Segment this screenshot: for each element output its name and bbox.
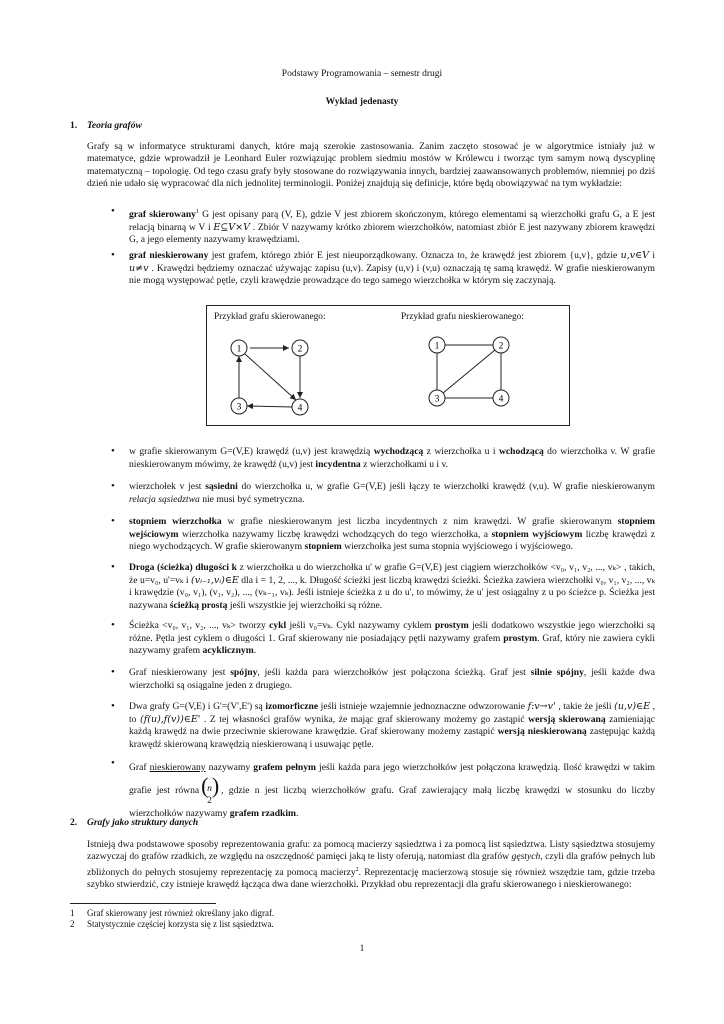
text: , czyli dla grafów pełnych lub zbliżonych do pełnych stosujemy reprezentację za pomocą macierzy	[87, 851, 655, 878]
directed-graph-caption: Przykład grafu skierowanego:	[214, 312, 326, 322]
text: zamieniając każdą krawędź na dwie przeciwnie skierowane krawędzie. Graf skierowany możemy zastąpić	[129, 713, 655, 737]
term: sąsiedni	[205, 481, 238, 492]
graph-drawings	[207, 306, 569, 425]
footnote-number: 1	[70, 908, 75, 918]
bullet-icon: •	[111, 561, 115, 573]
text: . Z tej własności grafów wynika, że mając graf skierowany możemy go zastąpić	[200, 713, 529, 725]
text: . Graf, który nie zawiera cykli nazywamy grafem	[129, 632, 655, 656]
definition-degree	[129, 516, 655, 554]
text: , gdzie n jest liczbą wierzchołków grafu. Graf zawierający małą liczbę krawędzi w stosunku do liczby wierzchołków nazywamy	[129, 785, 655, 819]
footnote-2	[70, 919, 274, 929]
undirected-node-2-label: 2	[498, 341, 504, 352]
definition-edge-direction	[129, 446, 655, 471]
term: stopniem	[304, 541, 342, 552]
text: w grafie nieskierowanym jest liczba incydentnych z nim krawędzi. W grafie skierowanym	[221, 516, 618, 527]
bullet-icon: •	[111, 515, 115, 527]
footnote-ref: 2	[355, 866, 359, 873]
text: , jeśli każde dwa wierzchołki są osiągalne jeden z drugiego.	[129, 667, 655, 691]
text: .	[296, 808, 299, 819]
formula: u,v∈V	[620, 250, 649, 261]
underlined-term: nieskierowany	[149, 762, 206, 773]
section-2-heading	[70, 818, 198, 828]
term: prostym	[434, 620, 469, 631]
term: ścieżką prostą	[169, 599, 228, 611]
footnote-1	[70, 908, 274, 918]
text: jeśli istnieje wzajemnie jednoznaczne odwzorowanie	[318, 701, 528, 712]
text: wierzchołka jest suma stopnia wyjściowego i wyjściowego.	[341, 541, 574, 552]
formula: (vᵢ₋₁,vᵢ)∈E	[191, 574, 239, 586]
bullet-icon: •	[111, 666, 115, 678]
directed-node-2-label: 2	[297, 344, 303, 355]
text: nazywamy	[205, 762, 254, 773]
bullet-icon: •	[111, 445, 115, 457]
footnote-separator	[70, 903, 216, 904]
text: . Reprezentację macierzową stosuje się również wszędzie tam, gdzie trzeba szybko stwierdzić, czy istnieje krawędź łącząca dwa dane wierzchołki. Przykład obu reprezentacji dla grafu skierowanego i nieskierowanego:	[87, 866, 655, 891]
section-2-number: 2.	[70, 818, 78, 828]
text: do wierzchołka v. W grafie nieskierowanym mówimy, że krawędź (u,v) jest	[129, 446, 655, 470]
definition-path	[129, 562, 655, 612]
text: . Krawędzi będziemy oznaczać używając zapisu (u,v). Zapisy (u,v) i (v,u) oznaczają tę samą krawędź. W grafie nieskierowanym nie mogą występować pętle, czyli krawędzie prowadzące do tego samego wierzchołka w którym się zaczynają.	[129, 262, 655, 286]
term: prostym	[503, 632, 538, 644]
formula: u≠v	[129, 262, 149, 274]
edge-1-4	[245, 354, 296, 400]
text: w grafie skierowanym G=(V,E) krawędź (u,v) jest krawędzią	[129, 446, 374, 457]
bullet-icon: •	[111, 480, 115, 492]
edge-4-3	[247, 406, 293, 407]
text: do wierzchołka u, w grafie G=(V,E) jeśli łączy te wierzchołki krawędź (v,u). W grafie nieskierowanym	[237, 481, 655, 492]
italic-term: gęstych	[511, 851, 541, 863]
term: grafem rzadkim	[229, 808, 297, 819]
page-header: Podstawy Programowania – semestr drugi	[281, 69, 443, 79]
text: . Zbiór V nazywamy krótko zbiorem wierzchołków, natomiast zbiór E jest nazywany zbiorem krawędzi G, a jego elementy nazywamy krawędziami.	[129, 221, 655, 246]
graph-examples-figure	[206, 305, 570, 426]
text: z wierzchołka u do wierzchołka u' w grafie G=(V,E) jest ciągiem wierzchołków <v₀, v₁, v₂, ..., vₖ> , takich, że u=v₀, u'=vₖ i	[129, 562, 655, 586]
text: , takie że jeśli	[555, 701, 615, 712]
section-2-title: Grafy jako struktury danych	[87, 818, 199, 828]
formula: (f(u),f(v))∈E'	[140, 713, 201, 725]
directed-node-1-label: 1	[236, 344, 242, 355]
term: wersją nieskierowaną	[497, 726, 587, 737]
term: stopniem wierzchołka	[129, 516, 222, 527]
text: .	[253, 645, 257, 656]
edge-u-3-2	[437, 345, 501, 398]
definition-complete-graph	[129, 758, 655, 824]
term: acyklicznym	[202, 645, 254, 656]
term: Droga (ścieżka) długości k	[129, 562, 237, 573]
term: wersją skierowaną	[528, 713, 606, 725]
term: stopniem wejściowym	[129, 516, 656, 540]
text: jest grafem, którego zbiór E jest nieuporządkowany. Oznacza to, że krawędź jest zbiorem {u,v}, gdzie	[208, 250, 621, 261]
text: Dwa grafy G=(V,E) i G'=(V',E') są	[129, 701, 266, 712]
term: incydentna	[315, 458, 361, 470]
text: i	[649, 250, 655, 261]
binomial-coefficient: ( n 2 )	[201, 778, 219, 804]
footnote-number: 2	[70, 919, 75, 929]
footnote-text: Graf skierowany jest również określany jako digraf.	[87, 908, 275, 918]
directed-node-3-label: 3	[236, 402, 242, 413]
text: Graf nieskierowany jest	[129, 667, 231, 678]
text: liczbę krawędzi z niego wychodzących. W grafie skierowanym	[129, 528, 655, 552]
text: Ścieżka <v₀, v₁, v₂, ..., vₖ> tworzy	[129, 620, 270, 631]
italic-term: relacja sąsiedztwa	[129, 493, 200, 505]
intro-paragraph: Grafy są w informatyce strukturami danych, które mają szerokie zastosowania. Zanim zaczęto stosować je w algorytmice istniały już w matematyce, gdzie wprowadził je Leonhard Euler rozwiązując problem siedmiu mostów w Królewcu i tworząc tym samym nową dyscyplinę matematyczną – topologię. Od tego czasu grafy były stosowane do rozwiązywania innych, bardziej zaawansowanych problemów, niemniej po dziś dzień nie udało się wypracować dla nich jednolitej terminologii. Poniżej znajdują się definicje, które będą obowiązywać na tym wykładzie:	[87, 141, 655, 189]
bullet-icon: •	[111, 700, 115, 712]
lecture-title: Wykład jedenasty	[325, 97, 399, 107]
binomial-bottom: 2	[207, 795, 212, 806]
text: Istnieją dwa podstawowe sposoby reprezentowania grafu: za pomocą macierzy sąsiedztwa i za pomocą list sąsiedztwa. Listy sąsiedztwa stosujemy zazwyczaj do grafów rzadkich, ze względu na oszczędność pamięci jaką te listy oferują, natomiast dla grafów	[87, 839, 655, 863]
text: wierzchołek v jest	[129, 481, 206, 492]
term: stopniem wyjściowym	[491, 528, 583, 540]
text: , jeśli każda para wierzchołków jest połączona ścieżką. Graf jest	[257, 667, 531, 678]
text: zastępując każdą krawędź skierowaną krawędzią nieskierowaną i usuwając pętle.	[129, 726, 655, 750]
representation-paragraph	[87, 839, 655, 891]
directed-node-4-label: 4	[297, 403, 303, 414]
term: izomorficzne	[265, 701, 319, 712]
text: z wierzchołkami u i v.	[360, 458, 449, 470]
footnote-ref: 1	[195, 209, 199, 215]
formula: E⊆V×V	[213, 221, 250, 233]
text: jeśli wszystkie jej wierzchołki są różne.	[227, 599, 383, 611]
binomial-top: n	[207, 783, 212, 794]
term: grafem pełnym	[253, 762, 316, 773]
definition-cycle	[129, 620, 655, 658]
section-1-title: Teoria grafów	[87, 121, 142, 131]
section-1-heading	[70, 121, 142, 131]
section-1-number: 1.	[70, 121, 78, 131]
definition-undirected-graph	[129, 250, 655, 288]
undirected-node-3-label: 3	[434, 394, 440, 405]
bullet-icon: •	[111, 619, 115, 631]
formula: f:v→v'	[527, 701, 556, 712]
term: wchodzącą	[498, 446, 544, 457]
term: graf nieskierowany	[129, 250, 209, 261]
footnote-text: Statystycznie częściej korzysta się z list sąsiedztwa.	[87, 919, 274, 929]
term: silnie spójny	[530, 667, 584, 678]
undirected-node-4-label: 4	[498, 394, 504, 405]
text: jeśli dodatkowo wszystkie jego wierzchołki są różne. Pętla jest cyklem o długości 1. Graf skierowany nie posiadający pętli nazywamy grafem	[129, 620, 656, 644]
undirected-graph-caption: Przykład grafu nieskierowanego:	[401, 312, 524, 322]
text: dla i = 1, 2, ..., k. Długość ścieżki jest liczbą krawędzi ścieżki. Ścieżka zawiera wierzchołki v₀, v₁, v₂, ..., vₖ i krawędzie (v₀, v₁), (v₁, v₂), ..., (vₖ₋₁, vₖ). Jeśli istnieje ścieżka z u do u', to mówimy, że u' jest osiągalny z u po ścieżce p. Ścieżka jest nazywana	[129, 574, 655, 611]
definition-directed-graph	[129, 206, 655, 247]
term: wychodzącą	[373, 446, 424, 457]
formula: (u,v)∈E	[614, 701, 651, 712]
definition-connected	[129, 667, 655, 692]
text: Graf	[129, 762, 150, 773]
bullet-icon: •	[111, 757, 115, 769]
term: graf skierowany	[129, 209, 196, 221]
definition-isomorphic	[129, 701, 655, 751]
text: G jest opisany parą (V, E), gdzie V jest zbiorem skończonym, którego elementami są wierzchołki grafu G, a E jest relacją binarną w V i	[129, 209, 655, 233]
text: , to	[129, 701, 656, 725]
text: z wierzchołka u i	[423, 446, 499, 457]
text: jeśli v₀=vₖ. Cykl nazywamy cyklem	[286, 620, 435, 631]
page-number: 1	[359, 944, 365, 954]
text: jeśli każda para jego wierzchołków jest połączona krawędzią. Ilość krawędzi w takim grafie jest równa	[129, 762, 655, 797]
text: nie musi być symetryczna.	[199, 493, 305, 505]
bullet-icon: •	[111, 249, 115, 261]
text: wierzchołka nazywamy liczbę krawędzi wchodzących do tego wierzchołka, a	[178, 528, 492, 540]
definition-adjacent	[129, 481, 655, 506]
term: cykl	[269, 620, 287, 631]
term: spójny	[230, 667, 258, 678]
undirected-node-1-label: 1	[434, 341, 440, 352]
bullet-icon: •	[111, 205, 115, 217]
